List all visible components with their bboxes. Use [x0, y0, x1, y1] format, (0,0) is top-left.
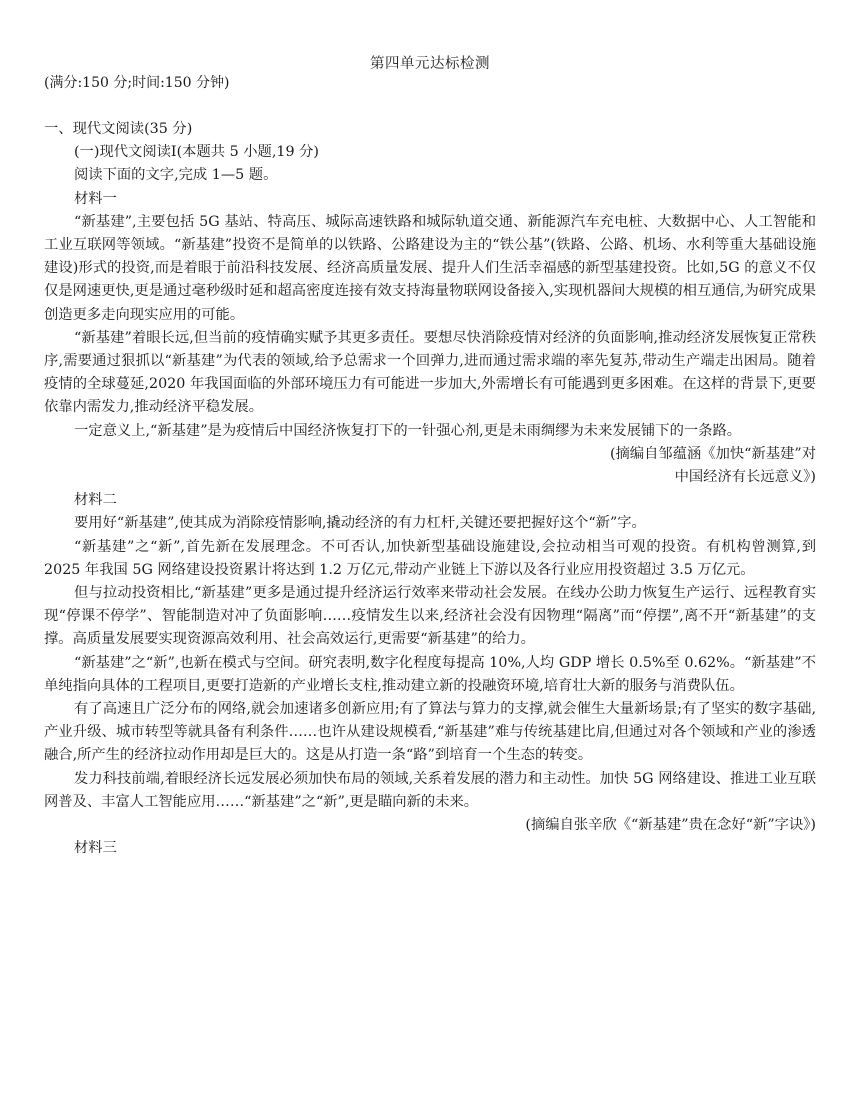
material1-paragraph-2: “新基建”着眼长远,但当前的疫情确实赋予其更多责任。要想尽快消除疫情对经济的负面影响,推动经济发展恢复正常秩序,需要通过狠抓以“新基建”为代表的领域,给予总需求一个回弹力,进而通过需求端的率先复苏,带动生产端走出困局。随着疫情的全球蔓延,2020 年我国面临的外部环境压力有可能进一步加大,外需增长有可能遇到更多困难。在这样的背景下,更要依靠内需发力,推动经济平稳发展。 — [44, 329, 816, 416]
section-heading: 一、现代文阅读(35 分) — [44, 121, 193, 137]
material3-label: 材料三 — [74, 840, 117, 857]
material1-source-line-1: (摘编自邹蕴涵《加快“新基建”对 — [609, 445, 816, 462]
material1-paragraph-3: 一定意义上,“新基建”是为疫情后中国经济恢复打下的一针强心剂,更是未雨绸缪为未来发展铺下的一条路。 — [74, 422, 742, 439]
material1-paragraph-1: “新基建”,主要包括 5G 基站、特高压、城际高速铁路和城际轨道交通、新能源汽车充电桩、大数据中心、人工智能和工业互联网等领域。“新基建”投资不是简单的以铁路、公路建设为主的“铁公基”(铁路、公路、机场、水利等重大基础设施建设)形式的投资,而是着眼于前沿科技发展、经济高质量发展、提升人们生活幸福感的新型基建投资。比如,5G 的意义不仅仅是网速更快,更是通过毫秒级时延和超高密度连接有效支持海量物联网设备接入,实现机器间大规模的相互通信,为研究成果创造更多走向现实应用的可能。 — [44, 213, 816, 323]
material2-paragraph-5: 有了高速且广泛分布的网络,就会加速诸多创新应用;有了算法与算力的支撑,就会催生大量新场景;有了坚实的数字基础,产业升级、城市转型等就具备有利条件……也许从建设规模看,“新基建”难与传统基建比肩,但通过对各个领域和产业的渗透融合,所产生的经济拉动作用却是巨大的。这是从打造一条“路”到培育一个生态的转变。 — [44, 701, 816, 764]
material2-paragraph-1: 要用好“新基建”,使其成为消除疫情影响,撬动经济的有力杠杆,关键还要把握好这个“新”字。 — [74, 515, 646, 532]
material1-source-line-2: 中国经济有长远意义》) — [674, 469, 816, 486]
material2-source: (摘编自张辛欣《“新基建”贵在念好“新”字诀》) — [525, 817, 816, 834]
instruction: 阅读下面的文字,完成 1—5 题。 — [74, 167, 278, 184]
material2-paragraph-2: “新基建”之“新”,首先新在发展理念。不可否认,加快新型基础设施建设,会拉动相当可观的投资。有机构曾测算,到 2025 年我国 5G 网络建设投资累计将达到 1.2 万亿元,带动产业链上下游以及各行业应用投资超过 3.5 万亿元。 — [44, 538, 816, 578]
reading-body — [44, 118, 816, 861]
material2-label: 材料二 — [74, 492, 117, 509]
material2-paragraph-3: 但与拉动投资相比,“新基建”更多是通过提升经济运行效率来带动社会发展。在线办公助力恢复生产运行、远程教育实现“停课不停学”、智能制造对冲了负面影响……疫情发生以来,经济社会没有因物理“隔离”而“停摆”,离不开“新基建”的支撑。高质量发展要实现资源高效利用、社会高效运行,更需要“新基建”的给力。 — [44, 585, 816, 648]
exam-meta: (满分:150 分;时间:150 分钟) — [44, 75, 230, 91]
material2-paragraph-4: “新基建”之“新”,也新在模式与空间。研究表明,数字化程度每提高 10%,人均 GDP 增长 0.5%至 0.62%。“新基建”不单纯指向具体的工程项目,更要打造新的产业增长支柱,推动建立新的投融资环境,培育壮大新的服务与消费队伍。 — [44, 654, 816, 694]
material2-paragraph-6: 发力科技前端,着眼经济长远发展必须加快布局的领域,关系着发展的潜力和主动性。加快 5G 网络建设、推进工业互联网普及、丰富人工智能应用……“新基建”之“新”,更是瞄向新的未来。 — [44, 770, 816, 810]
page-title: 第四单元达标检测 — [370, 56, 490, 72]
material1-label: 材料一 — [74, 190, 117, 207]
sub-heading: (一)现代文阅读Ⅰ(本题共 5 小题,19 分) — [74, 144, 319, 161]
